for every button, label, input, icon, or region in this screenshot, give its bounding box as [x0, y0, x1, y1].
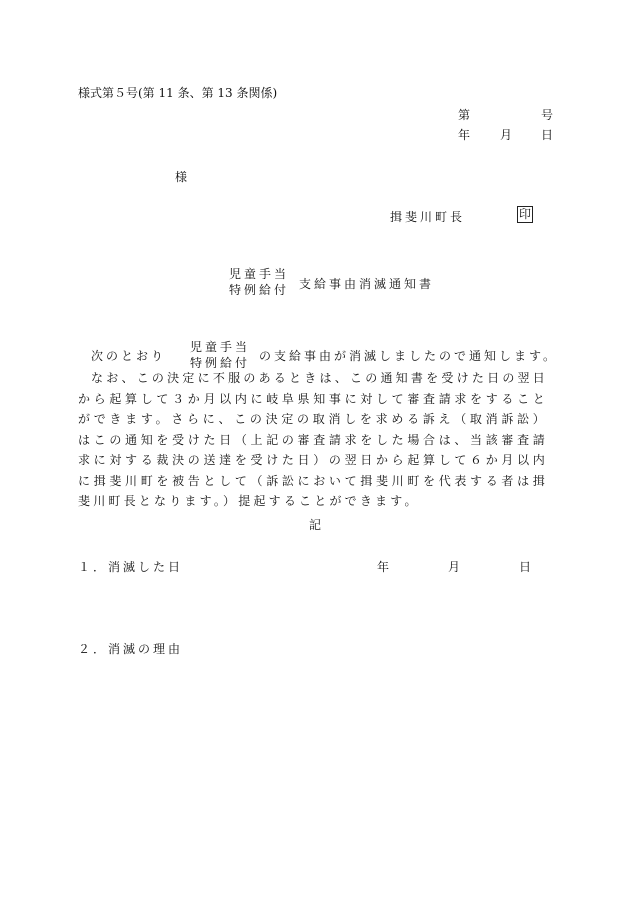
doc-number-prefix: 第 [458, 108, 471, 122]
date-year: 年 [458, 128, 471, 142]
appeal-notice-paragraph: なお、この決定に不服のあるときは、この通知書を受けた日の翌日から起算して３か月以内に岐阜県知事に対して審査請求をすることができます。さらに、この決定の取消しを求める訴え（取消訴訟）はこの通知を受けた日（上記の審査請求をした場合は、当該審査請求に対する裁決の送達を受けた日）の翌日から起算して６か月以内に揖斐川町を被告として（訴訟において揖斐川町を代表する者は揖斐川町長となります。）提起することができます。 [78, 371, 548, 508]
item-extinction-year: 年 [377, 560, 390, 574]
title-benefit-line1: 児童手当 [229, 267, 290, 281]
body-intro-prefix: 次のとおり [91, 349, 167, 363]
title-benefit-line2: 特例給付 [229, 283, 290, 297]
body-intro-suffix: の支給事由が消滅しましたので通知します。 [259, 349, 559, 363]
body-benefit-line2: 特例給付 [190, 356, 251, 370]
date-day: 日 [541, 128, 554, 142]
form-number: 様式第５号(第 11 条、第 13 条関係) [78, 86, 278, 100]
seal-mark: 印 [519, 207, 532, 221]
title-benefit-type [229, 266, 289, 298]
document-title: 支給事由消滅通知書 [299, 277, 435, 291]
doc-number-suffix: 号 [541, 108, 554, 122]
record-heading: 記 [309, 518, 322, 532]
addressee-suffix: 様 [175, 170, 188, 184]
body-benefit-type [190, 339, 250, 371]
item-extinction-date-label: １．消滅した日 [78, 560, 184, 574]
item-extinction-reason-label: ２．消滅の理由 [78, 642, 184, 656]
item-extinction-month: 月 [448, 560, 461, 574]
issuer-name: 揖斐川町長 [390, 210, 466, 224]
item-extinction-day: 日 [519, 560, 532, 574]
date-month: 月 [500, 128, 513, 142]
body-benefit-line1: 児童手当 [190, 340, 251, 354]
